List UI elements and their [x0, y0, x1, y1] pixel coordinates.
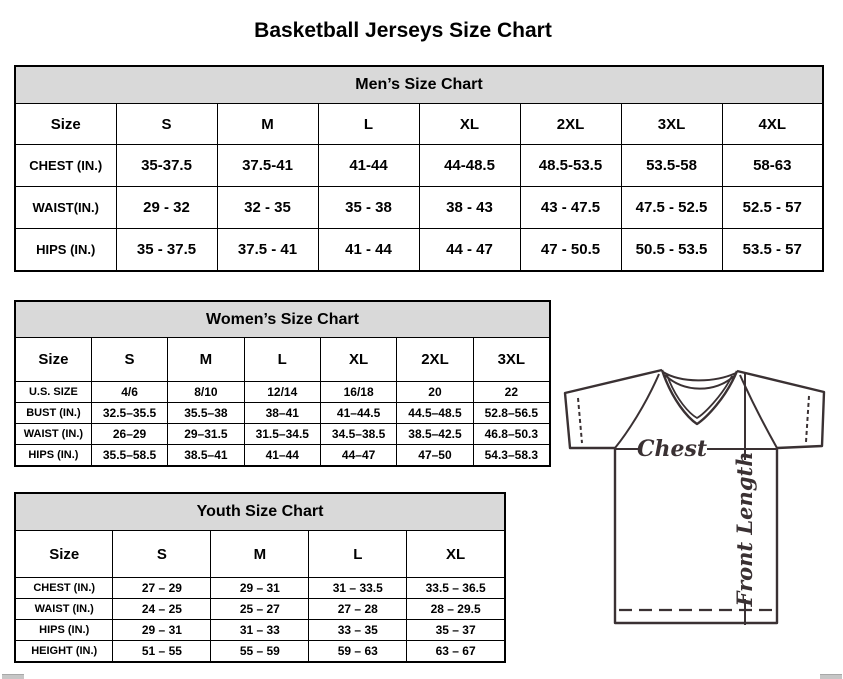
size-value: 44 - 47 — [419, 229, 520, 272]
table-row — [15, 403, 550, 424]
size-value: 29–31.5 — [168, 424, 244, 445]
page-title: Basketball Jerseys Size Chart — [254, 19, 552, 43]
table-row — [15, 445, 550, 467]
size-value: 32 - 35 — [217, 187, 318, 229]
row-label: HIPS (IN.) — [15, 229, 116, 272]
row-label: WAIST(IN.) — [15, 187, 116, 229]
column-header: 2XL — [520, 104, 621, 145]
table-row — [15, 620, 505, 641]
size-value: 44-48.5 — [419, 145, 520, 187]
size-value: 27 – 28 — [309, 599, 407, 620]
size-value: 20 — [397, 382, 473, 403]
size-value: 41 - 44 — [318, 229, 419, 272]
table-header-row — [15, 531, 505, 578]
mens-size-chart-table — [14, 65, 824, 272]
jersey-measurement-diagram — [556, 362, 832, 632]
size-value: 35 – 37 — [407, 620, 505, 641]
table-header-row — [15, 338, 550, 382]
row-label: HIPS (IN.) — [15, 620, 113, 641]
size-value: 37.5 - 41 — [217, 229, 318, 272]
column-header: 3XL — [621, 104, 722, 145]
size-value: 12/14 — [244, 382, 320, 403]
womens-size-chart-table — [14, 300, 551, 467]
table-title: Youth Size Chart — [15, 493, 505, 531]
jersey-outline — [565, 370, 824, 623]
size-value: 31 – 33 — [211, 620, 309, 641]
size-value: 38–41 — [244, 403, 320, 424]
size-value: 4/6 — [91, 382, 167, 403]
size-value: 46.8–50.3 — [473, 424, 550, 445]
row-label: BUST (IN.) — [15, 403, 91, 424]
table-header-row — [15, 104, 823, 145]
row-label: U.S. SIZE — [15, 382, 91, 403]
size-value: 29 – 31 — [211, 578, 309, 599]
collar-back-curve-1 — [663, 372, 736, 380]
size-value: 29 – 31 — [113, 620, 211, 641]
size-value: 28 – 29.5 — [407, 599, 505, 620]
row-label: HIPS (IN.) — [15, 445, 91, 467]
size-value: 27 – 29 — [113, 578, 211, 599]
size-value: 59 – 63 — [309, 641, 407, 663]
column-header: S — [113, 531, 211, 578]
size-value: 47–50 — [397, 445, 473, 467]
table-row — [15, 145, 823, 187]
column-header: XL — [407, 531, 505, 578]
size-value: 33.5 – 36.5 — [407, 578, 505, 599]
right-sleeve-dashed-line — [806, 396, 809, 442]
column-header: XL — [320, 338, 396, 382]
size-value: 55 – 59 — [211, 641, 309, 663]
size-value: 53.5 - 57 — [722, 229, 823, 272]
size-value: 41–44.5 — [320, 403, 396, 424]
column-header: 2XL — [397, 338, 473, 382]
size-value: 22 — [473, 382, 550, 403]
column-header: M — [168, 338, 244, 382]
column-header: XL — [419, 104, 520, 145]
size-value: 52.5 - 57 — [722, 187, 823, 229]
chest-label: Chest — [636, 436, 708, 462]
cropped-element-fragment-right — [820, 674, 842, 679]
column-header: L — [309, 531, 407, 578]
table-row — [15, 229, 823, 272]
column-header: Size — [15, 531, 113, 578]
table-title: Women’s Size Chart — [15, 301, 550, 338]
size-table — [14, 65, 824, 272]
cropped-element-fragment-left — [2, 674, 24, 679]
column-header: Size — [15, 104, 116, 145]
size-value: 50.5 - 53.5 — [621, 229, 722, 272]
column-header: L — [318, 104, 419, 145]
column-header: Size — [15, 338, 91, 382]
row-label: CHEST (IN.) — [15, 145, 116, 187]
size-value: 51 – 55 — [113, 641, 211, 663]
size-value: 31 – 33.5 — [309, 578, 407, 599]
size-value: 58-63 — [722, 145, 823, 187]
size-value: 41-44 — [318, 145, 419, 187]
size-value: 47.5 - 52.5 — [621, 187, 722, 229]
size-value: 29 - 32 — [116, 187, 217, 229]
size-value: 35 - 38 — [318, 187, 419, 229]
column-header: 3XL — [473, 338, 550, 382]
column-header: M — [217, 104, 318, 145]
row-label: CHEST (IN.) — [15, 578, 113, 599]
table-title: Men’s Size Chart — [15, 66, 823, 104]
size-value: 38 - 43 — [419, 187, 520, 229]
size-value: 33 – 35 — [309, 620, 407, 641]
left-sleeve-dashed-line — [578, 398, 582, 443]
table-row — [15, 599, 505, 620]
size-value: 53.5-58 — [621, 145, 722, 187]
size-value: 41–44 — [244, 445, 320, 467]
size-value: 35-37.5 — [116, 145, 217, 187]
size-value: 8/10 — [168, 382, 244, 403]
table-row — [15, 382, 550, 403]
column-header: L — [244, 338, 320, 382]
column-header: 4XL — [722, 104, 823, 145]
table-row — [15, 187, 823, 229]
front-length-label: Front Length — [732, 451, 757, 607]
row-label: HEIGHT (IN.) — [15, 641, 113, 663]
youth-size-chart-table — [14, 492, 506, 663]
size-value: 25 – 27 — [211, 599, 309, 620]
table-row — [15, 641, 505, 663]
size-value: 24 – 25 — [113, 599, 211, 620]
column-header: S — [116, 104, 217, 145]
row-label: WAIST (IN.) — [15, 599, 113, 620]
size-value: 35.5–58.5 — [91, 445, 167, 467]
size-value: 48.5-53.5 — [520, 145, 621, 187]
table-row — [15, 578, 505, 599]
size-value: 44–47 — [320, 445, 396, 467]
size-value: 34.5–38.5 — [320, 424, 396, 445]
size-value: 38.5–42.5 — [397, 424, 473, 445]
size-value: 54.3–58.3 — [473, 445, 550, 467]
size-value: 44.5–48.5 — [397, 403, 473, 424]
size-value: 35.5–38 — [168, 403, 244, 424]
size-value: 38.5–41 — [168, 445, 244, 467]
table-row — [15, 424, 550, 445]
row-label: WAIST (IN.) — [15, 424, 91, 445]
column-header: S — [91, 338, 167, 382]
size-table — [14, 300, 551, 467]
size-value: 16/18 — [320, 382, 396, 403]
size-value: 63 – 67 — [407, 641, 505, 663]
size-value: 35 - 37.5 — [116, 229, 217, 272]
size-value: 31.5–34.5 — [244, 424, 320, 445]
size-value: 32.5–35.5 — [91, 403, 167, 424]
size-value: 52.8–56.5 — [473, 403, 550, 424]
size-table — [14, 492, 506, 663]
column-header: M — [211, 531, 309, 578]
size-value: 37.5-41 — [217, 145, 318, 187]
size-value: 43 - 47.5 — [520, 187, 621, 229]
size-value: 26–29 — [91, 424, 167, 445]
size-value: 47 - 50.5 — [520, 229, 621, 272]
